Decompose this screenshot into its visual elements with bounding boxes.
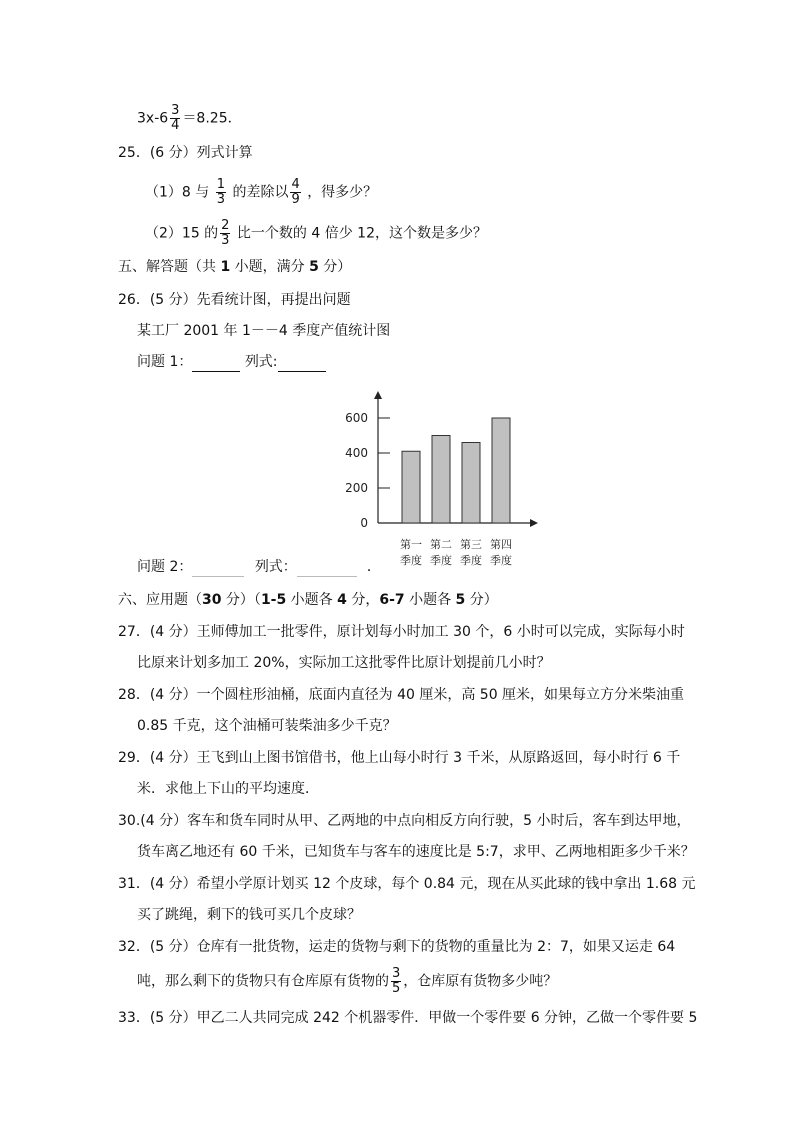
x-tick-label: 季度 [400,554,422,567]
bar [492,418,510,523]
question-31-line2: 买了跳绳，剩下的钱可买几个皮球？ [137,907,361,923]
bar [402,451,420,523]
question-27-line2: 比原来计划多加工 20%，实际加工这批零件比原计划提前几小时？ [137,655,551,671]
question-26-ask2: 问题 2： 列式： ． [137,559,381,575]
x-tick-label: 季度 [430,554,452,567]
question-30-line1: 30.(4 分）客车和货车同时从甲、乙两地的中点向相反方向行驶，5 小时后，客车到达甲地， [118,813,691,829]
y-tick-label: 400 [345,446,368,460]
question-25-part2: （2）15 的 $\frac{2}{3}$ 比一个数的 4 倍少 12，这个数是多少？ [145,218,487,248]
question-26-ask1: 问题 1： 列式: [137,352,326,372]
question-33-line1: 33．(5 分）甲乙二人共同完成 242 个机器零件．甲做一个零件要 6 分钟，乙做一个零件要 5 [118,1010,698,1026]
equation-line [137,104,242,133]
section-6-heading: 六、应用题（30 分）（1-5 小题各 4 分，6-7 小题各 5 分） [118,592,498,608]
bar [462,443,480,524]
formula-blank-1[interactable] [278,355,326,372]
question-25-title: 25．(6 分）列式计算 [118,145,253,161]
x-tick-label: 第三 [460,538,482,551]
x-tick-label: 季度 [490,554,512,567]
question-29-line2: 米．求他上下山的平均速度． [137,781,319,797]
x-tick-label: 季度 [460,554,482,567]
y-axis-arrow [374,391,382,399]
question-31-line1: 31．(4 分）希望小学原计划买 12 个皮球，每个 0.84 元，现在从买此球的钱中拿出 1.68 元 [118,876,696,892]
fraction: $\frac{3}{5}$ [392,966,401,996]
question-28-line2: 0.85 千克，这个油桶可装柴油多少千克？ [137,718,397,734]
equation-suffix: ＝8.25． [182,110,242,127]
question-25-part1: （1）8 与 $\frac{1}{3}$ 的差除以 $\frac{4}{9}$ ，得多少？ [145,177,378,207]
x-tick-label: 第四 [490,538,512,551]
bar-chart [340,387,545,577]
formula-blank-2[interactable] [297,560,357,577]
fraction: $\frac{1}{3}$ [216,177,225,207]
answer-blank-1[interactable] [192,355,240,372]
section-5-heading: 五、解答题（共 1 小题，满分 5 分） [118,259,352,275]
chart-title: 某工厂 2001 年 1－－4 季度产值统计图 [137,323,391,339]
question-32-line1: 32．(5 分）仓库有一批货物，运走的货物与剩下的货物的重量比为 2：7，如果又运走 64 [118,939,676,955]
question-32-line2: 吨，那么剩下的货物只有仓库原有货物的 $\frac{3}{5}$ ，仓库原有货物多少吨？ [137,966,558,996]
question-26-title: 26．(5 分）先看统计图，再提出问题 [118,292,351,308]
question-28-line1: 28．(4 分）一个圆柱形油桶，底面内直径为 40 厘米，高 50 厘米，如果每立方分米柴油重 [118,687,685,703]
y-tick-label: 600 [345,411,368,425]
bar [432,436,450,524]
question-27-line1: 27．(4 分）王师傅加工一批零件，原计划每小时加工 30 个，6 小时可以完成，实际每小时 [118,624,685,640]
answer-blank-2[interactable] [192,560,244,577]
x-axis-arrow [530,519,538,527]
x-tick-label: 第一 [400,538,422,551]
question-30-line2: 货车离乙地还有 60 千米，已知货车与客车的速度比是 5:7，求甲、乙两地相距多少千米？ [137,844,695,860]
x-tick-label: 第二 [430,538,452,551]
fraction: $\frac{4}{9}$ [291,177,300,207]
equation-prefix: 3x-6 [137,110,169,127]
question-29-line1: 29．(4 分）王飞到山上图书馆借书，他上山每小时行 3 千米，从原路返回，每小时行 6 千 [118,750,681,766]
y-tick-label: 0 [360,516,368,530]
y-tick-label: 200 [345,481,368,495]
fraction: $\frac{2}{3}$ [221,218,230,248]
fraction: $\frac{3}{4}$ [171,103,180,133]
